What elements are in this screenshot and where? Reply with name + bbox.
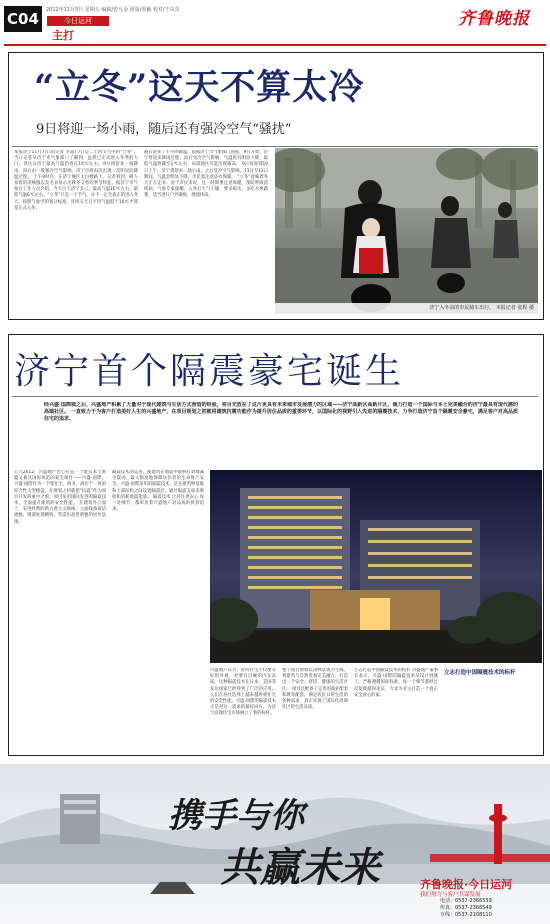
contact-fax: 传真：0537-2366549 [440,905,492,911]
masthead [0,0,550,44]
advertisement-banner [0,764,550,924]
section-title: 主打 [52,29,74,42]
contact-hotline: 专线：0537-2108110 [440,912,492,918]
banner-logo: 齐鲁晚报·今日运河 [420,878,513,891]
banner-tagline: 我们努力与客户共谋发展 [420,892,481,898]
story-2-column-3: 兴盛地产认为，好的住宅不仅要有好的外观，更要有过硬的内在品质。这种隔震技术在日本、美国等发达国家已经得到了广泛的应用。 人们在居住选择上越来越看重住宅的安全性能，兴盛·国際的隔震技术正是对这一需求的最好回应，为济宁高端住宅市场树立了新的标杆。 [210,668,276,717]
street-scene-image [275,148,538,314]
story-2-column-5: 立志打造中国隔震技术的标杆 兴盛地产董事长表示，兴盛·国際的隔震技术从设计到施工，严格遵循国际标准，每一个细节都经过反复推敲和论证，力求为业主打造一个真正安全放心的家。 [354,668,438,698]
section-tag: 今日运河 [47,16,109,26]
contact-list [440,898,492,919]
story-1-divider [12,146,538,147]
building-rendering-image [210,470,542,663]
story-1-photo-caption: 济宁入冬前的市民骑车出行。 本报记者 张程 摄 [275,303,538,314]
story-2-headline: 济宁首个隔震豪宅诞生 [14,351,405,392]
page-number: C04 [4,6,42,32]
contact-phone: 电话：0537-2366539 [440,898,492,904]
story-2-column-1: 公元2012，兴盛地产匠心打造一个既有本土底蕴又兼具国际风范的豪宅项目——兴盛·国際。 兴盛·国際作为一个集住宅、商业、酒店于一体的综合性大型楼盘，在规划之初就把“抗震”作为项目开发的重中之重。项目采用国际先进的隔震技术，全面提升建筑的安全性能。 在建筑外立面上，采用经典的新古典主义风格，立面线条简洁流畅，细部处理精致，营造出高贵典雅的居住氛围。 [14,470,106,525]
story-1-subhead: 9日将迎一场小雨，随后还有强冷空气“骚扰” [36,122,292,137]
story-1-column-1: 本报济宁11月7日讯(记者 李超) 7日是二十四节气中的“立冬”。当日记者从济宁市气象部门了解到，虽然已正式进入冬季的大门，但这日济宁最高气温仍将在14℃左右。9日将迎来一场降雨，而后由一股强冷空气影响，济宁市将再次出现一次明显的降温过程。 上午9时许，在济宁城区太白楼路上，记者看到，路人身着的羽绒服以及毛衣显示出秋冬交替的季节特征。据济宁市气象台工作人员介绍，今天白天济宁多云，最高气温16℃左右，最低气温6℃左右。“立冬”只是一个节气，并不一定会真正的进入冬天。按照气象学的划分标准，连续五天日平均气温低于10℃才算是正式入冬。 [14,150,138,211]
story-1-photo [275,148,538,314]
newspaper-logo: 齐鲁晚报 [458,9,530,29]
issue-meta: 2012年11月5日 星期五 编辑/曾凡金 组版/张颖 校对/王东东 [46,7,180,13]
story-2-photo [210,470,542,663]
slogan-line-1: 携手与你 [168,796,304,836]
masthead-rule [4,44,546,46]
story-2-divider [12,396,538,397]
slogan-line-2: 共赢未来 [220,844,380,891]
story-2-column-4: 整个项目规划以园林景观为主线，将建筑与自然景观完美融合，打造出一个安全、舒适、健康的生活社区。 项目还配备了完善的商业配套和教育配套，满足居民日常生活的各种需求，真正实现了国际化高端社区的生活品质。 [282,668,348,711]
story-2-lead: 经兴盛·国際城之后，兴盛地产积累了大量对于现代建筑与生活方式营造的经验，将目光放在了这片更具有未来城市发展潜力的区域——济宁高新区高新片区，倾力打造一个国际与本土完美融合的济宁最具有现代感的高端社区。 一直致力于为客户打造美好人生的兴盛地产，在项目规划之初就将建筑抗震功能作为提升居住品质的重要环节，以国际化的视野引入先进的隔震技术，力争打造济宁首个隔震安全豪宅，满足客户对高品质住宅的追求。 [44,402,518,422]
story-2-column-2: 隔震技术的运用，使建筑在地震中能够有效地减少震动，最大限度地保障居住者的生命财产安全。兴盛·国際采用的隔震技术，是在建筑物基础和上部结构之间设置隔震层，通过隔震支座来吸收和消耗地震能量。 隔震技术 让居住更安心 每一处细节，都彰显着兴盛地产对品质的执着追求。 [112,470,204,513]
story-2-side-caption: 立志打造中国隔震技术的标杆 [444,670,516,676]
story-1-headline: “立冬”这天不算太冷 [34,67,365,108]
story-1-column-2: 随后迎来了不小的降温，依据济宁市气象部门预报，9日开始，济宁将迎来降雨过程，雨后受冷空气影响，气温将有明显下降，最低气温将降至1℃左右，局部地区可能出现霜冻。 9日夜间到10日上午，济宁将迎来一场小雨，之后受冷空气影响，11日至12日期间，气温会明显下降，市民需注意添衣保暖。 “立冬”意味着冬天正在走来。对于市民来说，这一时期要注意保暖，预防呼吸道疾病。气象专家提醒，入冬后天气干燥，要多喝水，多吃水果蔬菜，适当进行户外锻炼，增强体质。 [144,150,268,199]
